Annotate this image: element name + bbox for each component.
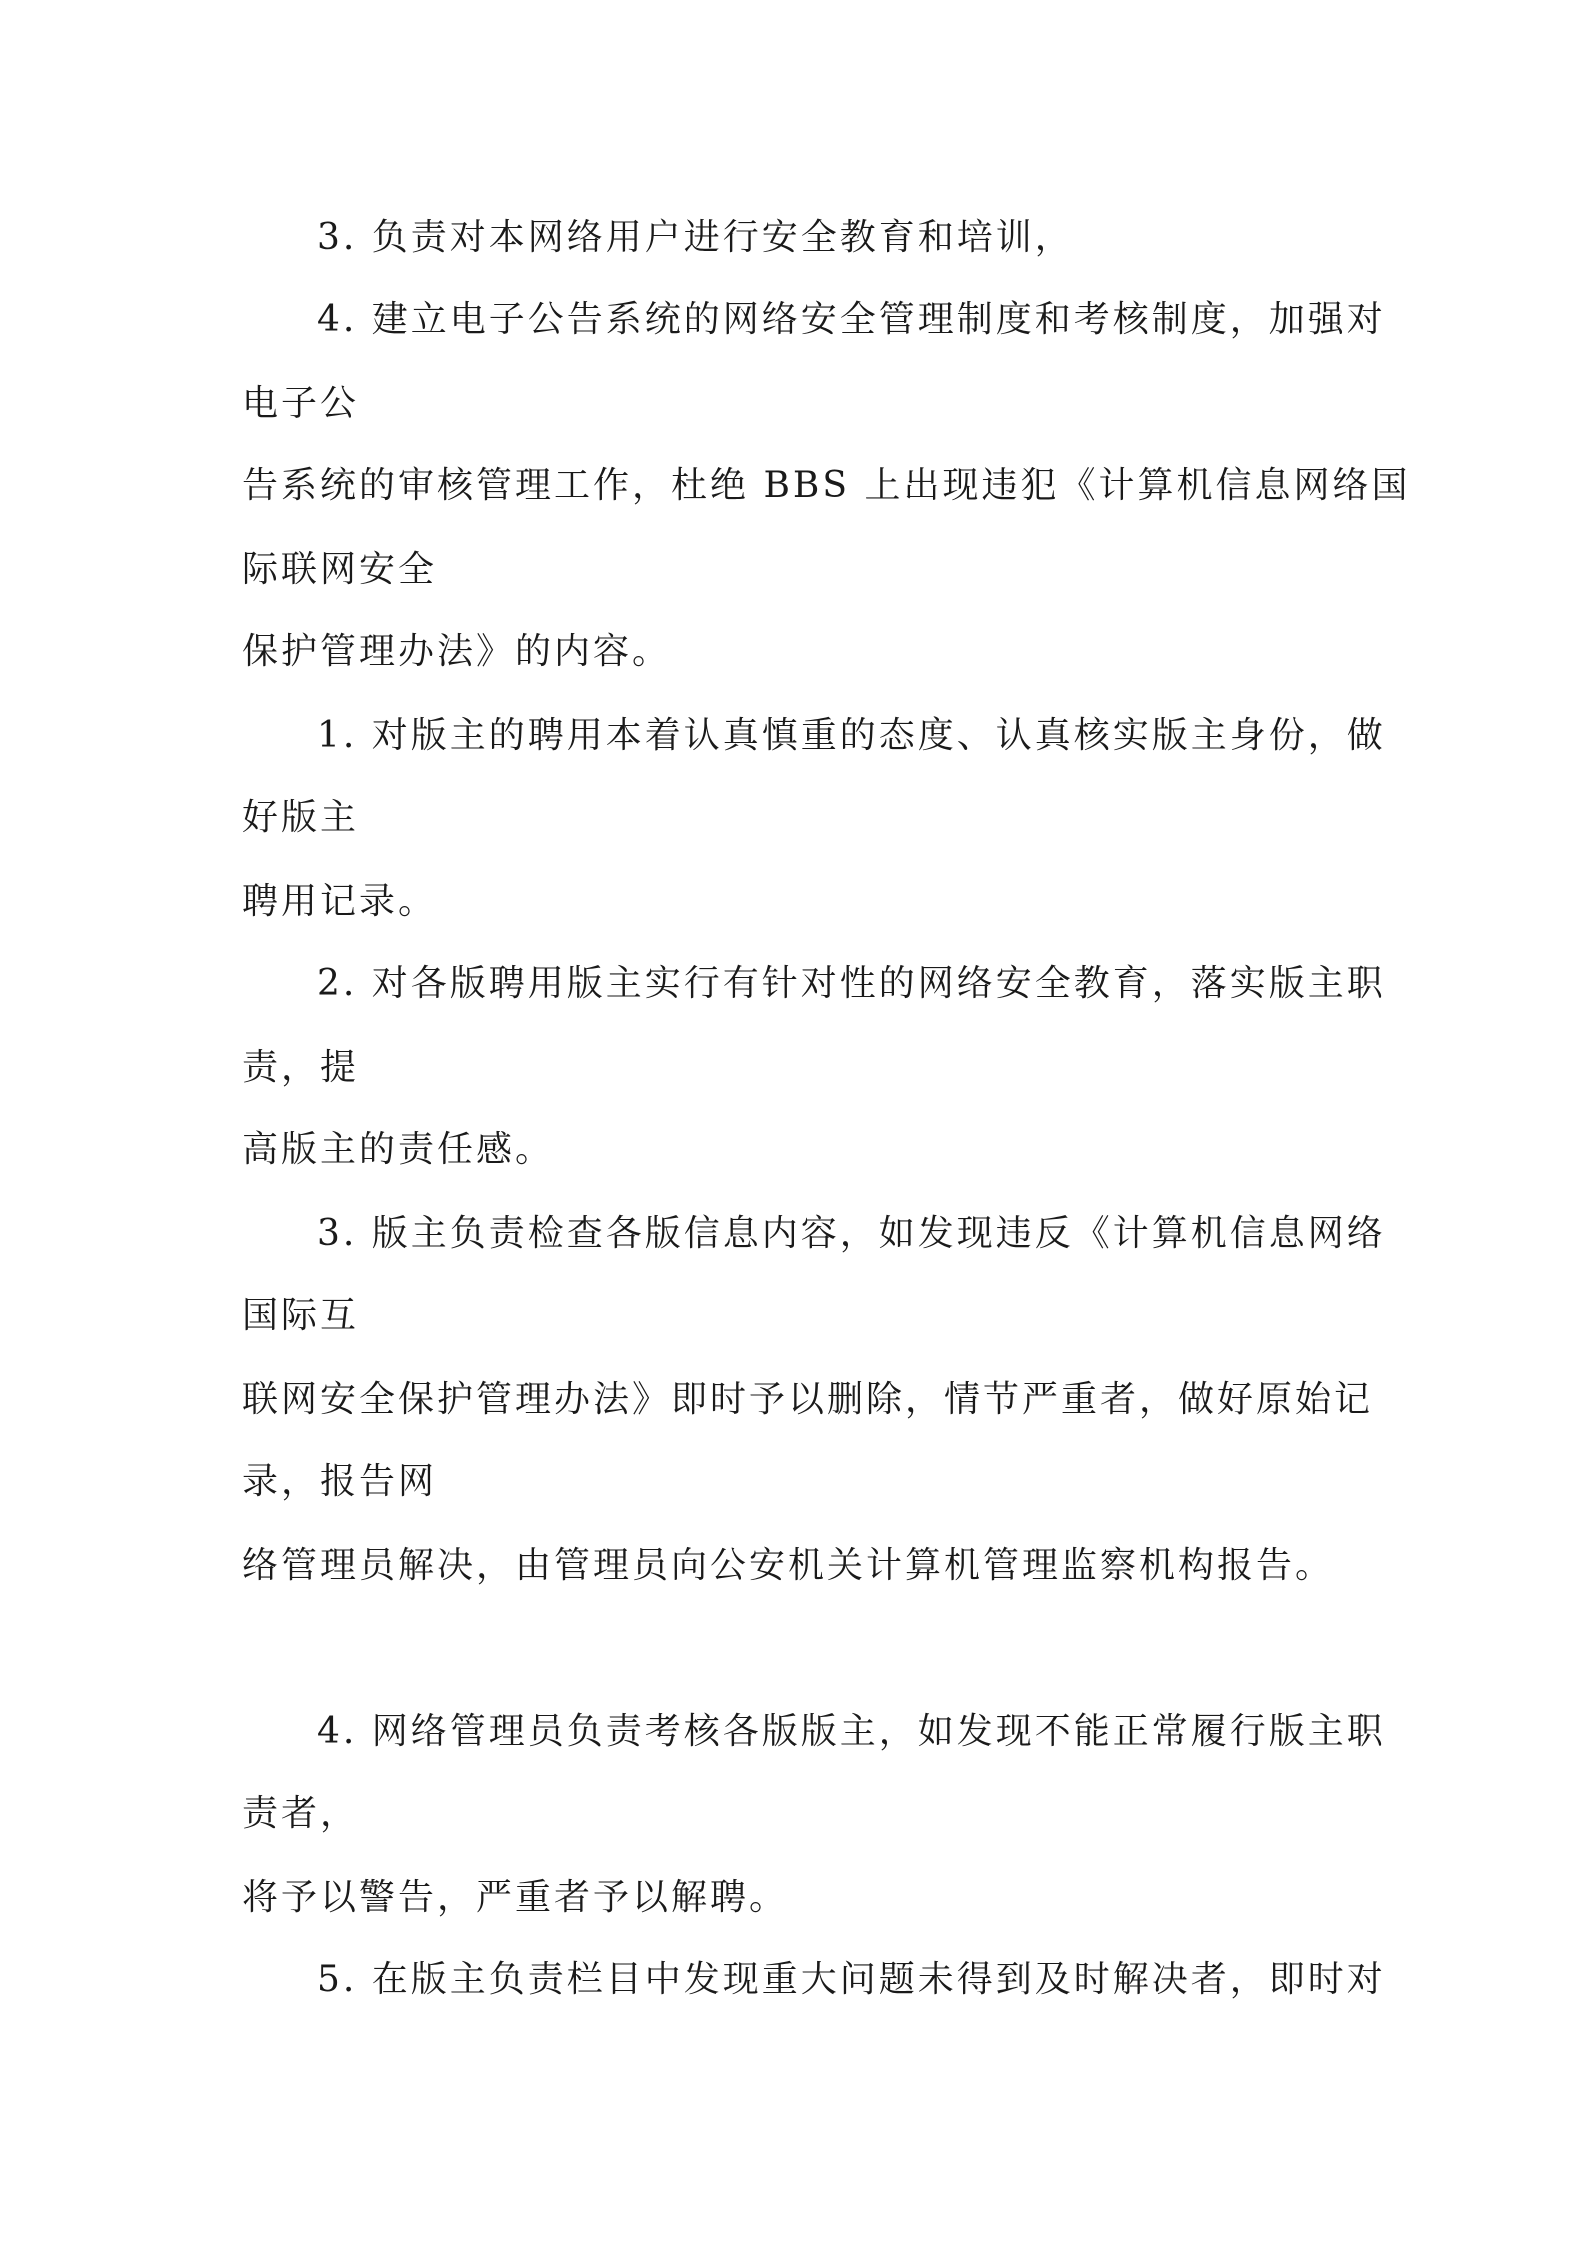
paragraph-line: 3. 版主负责检查各版信息内容，如发现违反《计算机信息网络 xyxy=(317,1213,1386,1254)
paragraph-line: 1. 对版主的聘用本着认真慎重的态度、认真核实版主身份，做 xyxy=(317,715,1386,756)
paragraph-line: 国际互 xyxy=(242,1295,360,1336)
paragraph-line: 际联网安全 xyxy=(242,549,438,590)
paragraph-line: 高版主的责任感。 xyxy=(242,1129,555,1170)
paragraph-line: 将予以警告，严重者予以解聘。 xyxy=(242,1877,789,1918)
paragraph-line: 告系统的审核管理工作，杜绝 BBS 上出现违犯《计算机信息网络国 xyxy=(242,465,1411,506)
paragraph-line: 责，提 xyxy=(242,1047,360,1088)
paragraph-line: 5. 在版主负责栏目中发现重大问题未得到及时解决者，即时对 xyxy=(317,1959,1386,2000)
paragraph-line: 电子公 xyxy=(242,383,360,424)
paragraph-line: 录，报告网 xyxy=(242,1461,438,1502)
paragraph-line: 联网安全保护管理办法》即时予以删除，情节严重者，做好原始记 xyxy=(242,1379,1374,1420)
paragraph-line: 3. 负责对本网络用户进行安全教育和培训， xyxy=(317,217,1074,258)
paragraph-line: 保护管理办法》的内容。 xyxy=(242,631,672,672)
paragraph-line: 4. 网络管理员负责考核各版版主，如发现不能正常履行版主职 xyxy=(317,1711,1386,1752)
paragraph-line: 责者， xyxy=(242,1793,360,1834)
paragraph-line: 4. 建立电子公告系统的网络安全管理制度和考核制度，加强对 xyxy=(317,299,1386,340)
paragraph-line: 聘用记录。 xyxy=(242,881,438,922)
paragraph-line: 络管理员解决，由管理员向公安机关计算机管理监察机构报告。 xyxy=(242,1545,1335,1586)
paragraph-line: 2. 对各版聘用版主实行有针对性的网络安全教育，落实版主职 xyxy=(317,963,1386,1004)
paragraph-line: 好版主 xyxy=(242,797,360,838)
